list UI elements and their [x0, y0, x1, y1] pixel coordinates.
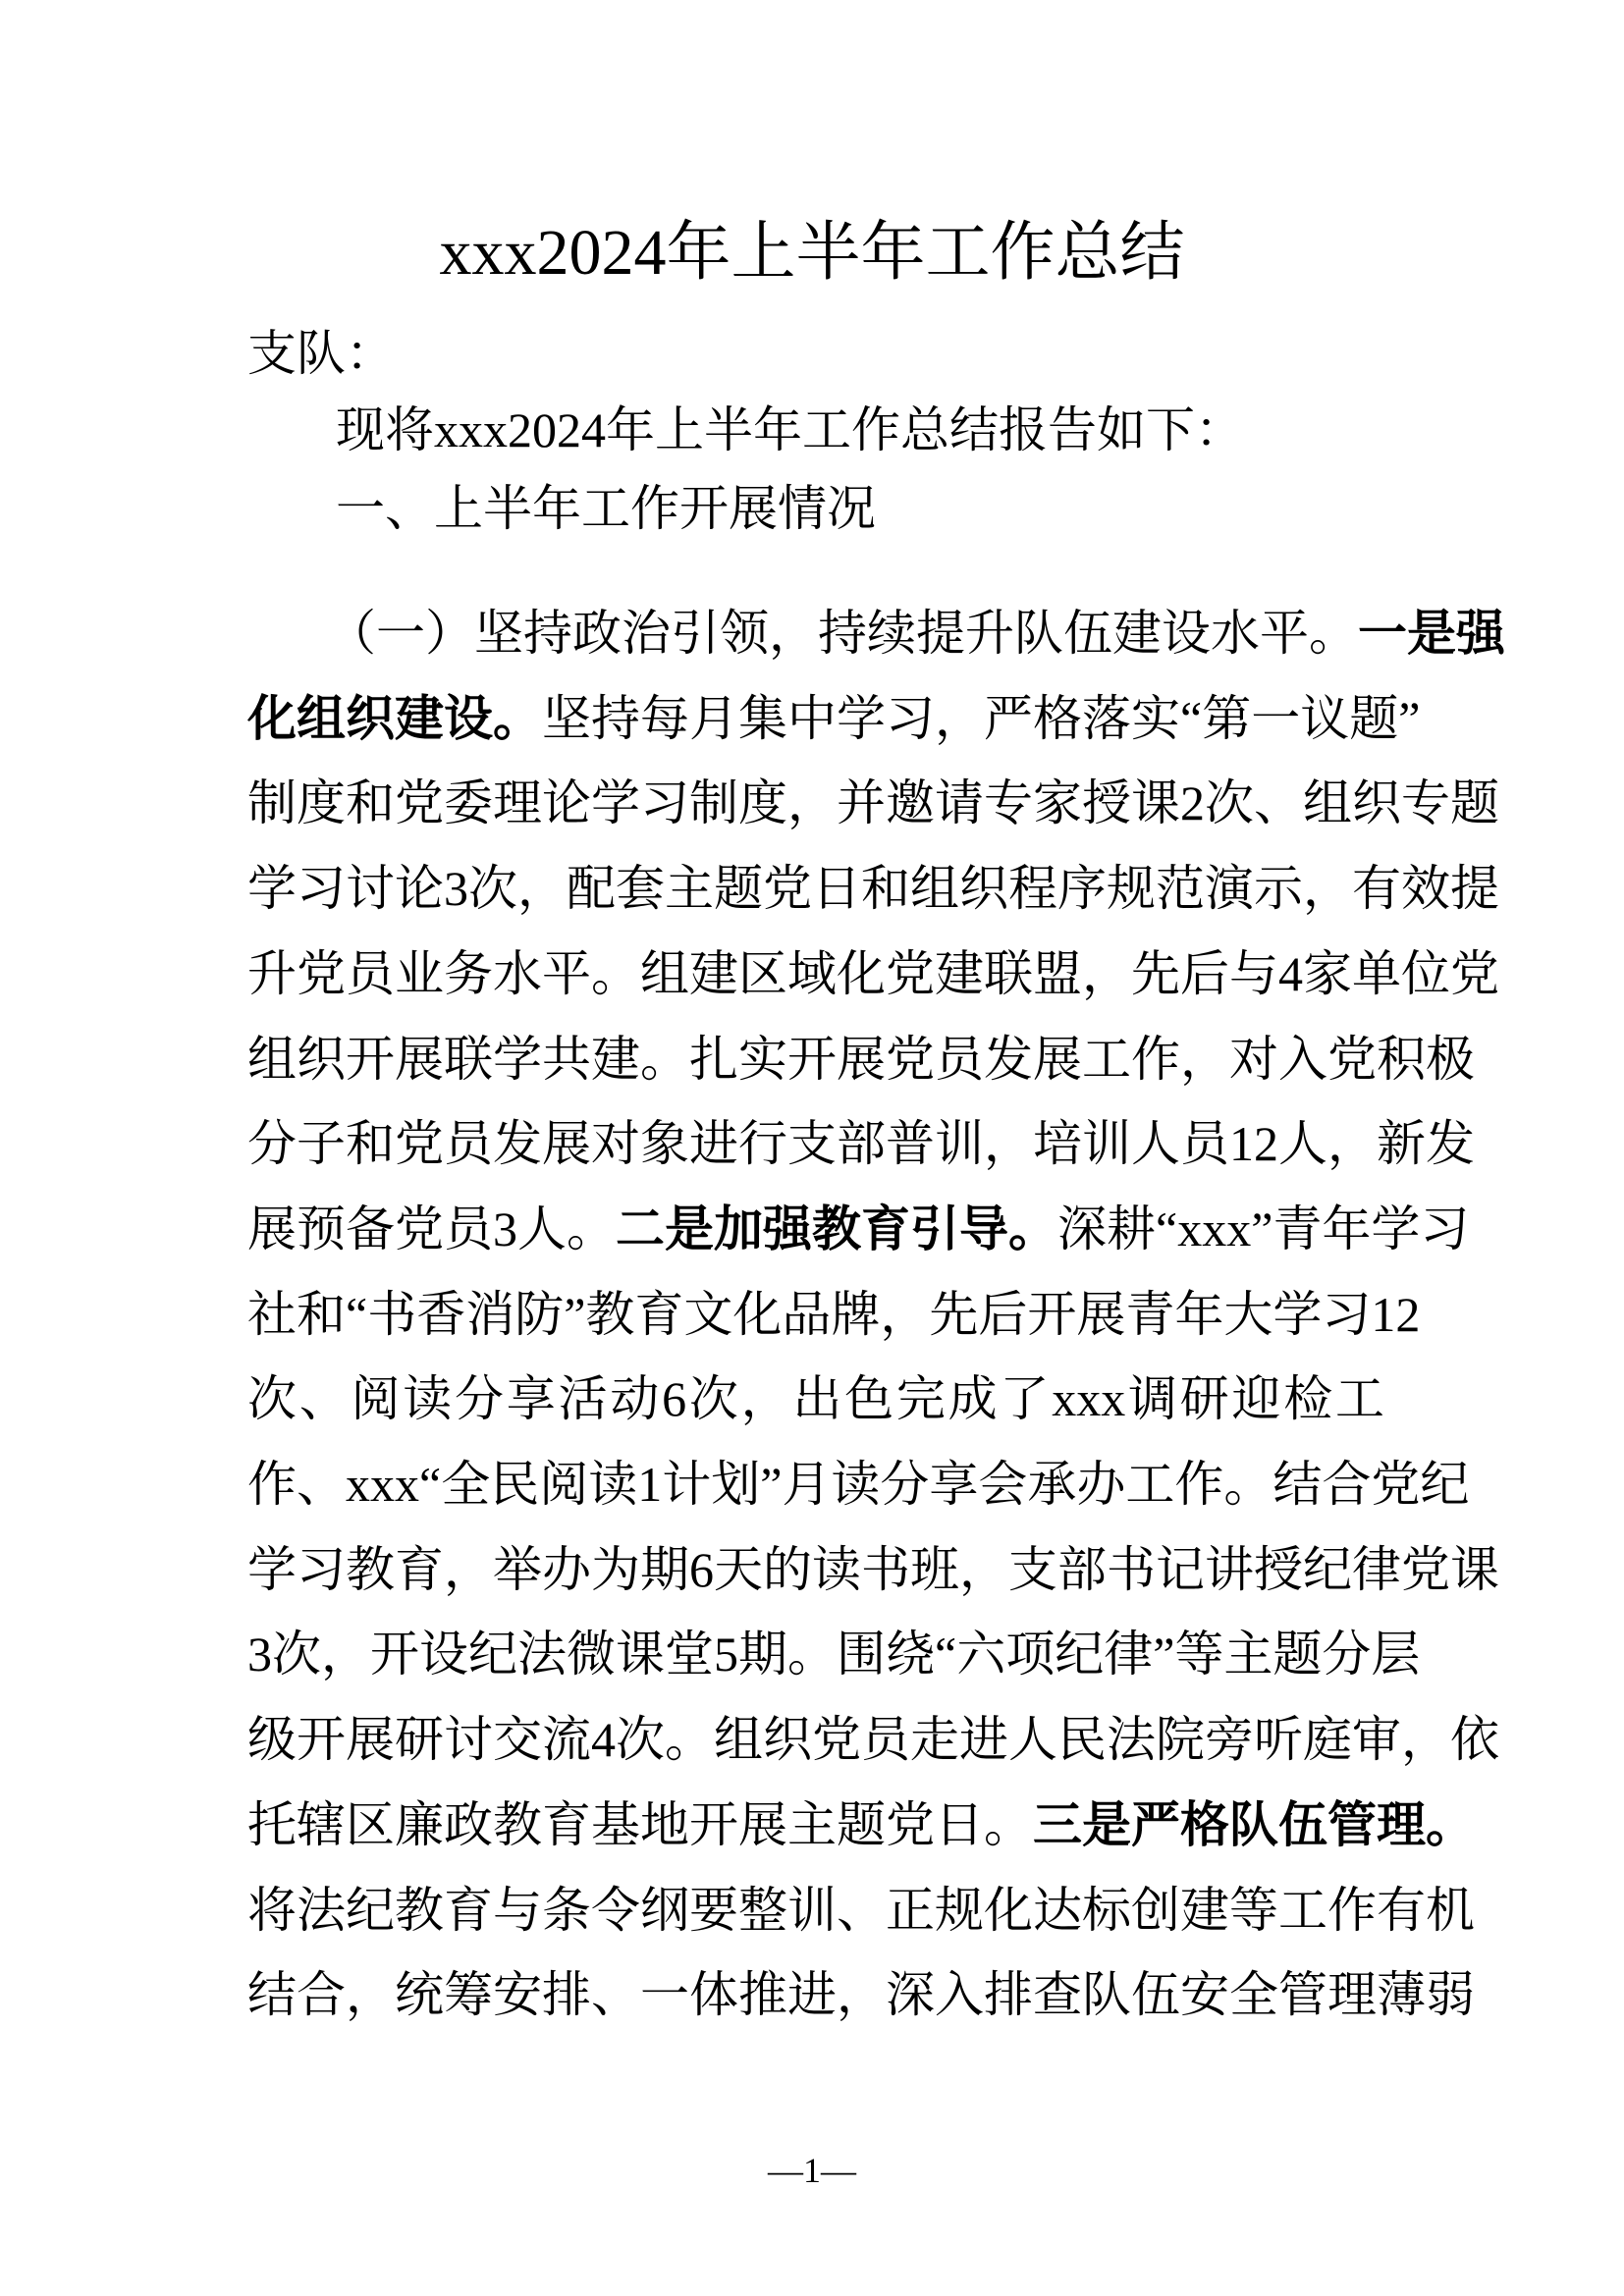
bold-keyphrase: 一是强	[1358, 605, 1505, 662]
salutation: 支队：	[247, 326, 395, 381]
text-segment: 3次，开设纪法微课堂5期。围绕“六项纪律”等主题分层	[247, 1627, 1421, 1682]
paragraph-line	[247, 1455, 1470, 1514]
text-segment: 制度和党委理论学习制度，并邀请专家授课2次、组织专题	[247, 775, 1499, 831]
intro-line: 现将xxx2024年上半年工作总结报告如下：	[336, 402, 1244, 457]
paragraph-line	[247, 1710, 1499, 1769]
text-segment: 级开展研讨交流4次。组织党员走进人民法院旁听庭审，依	[247, 1712, 1499, 1768]
paragraph-line	[327, 604, 1505, 663]
bold-keyphrase: 二是加强教育引导。	[616, 1200, 1057, 1257]
paragraph-line	[247, 1965, 1475, 2024]
text-segment: 托辖区廉政教育基地开展主题党日。	[247, 1796, 1033, 1852]
text-segment: 组织开展联学共建。扎实开展党员发展工作，对入党积极	[247, 1031, 1475, 1087]
text-segment: 学习讨论3次，配套主题党日和组织程序规范演示，有效提	[247, 861, 1499, 917]
text-segment: 升党员业务水平。组建区域化党建联盟，先后与4家单位党	[247, 945, 1499, 1001]
paragraph-line	[247, 1200, 1470, 1258]
text-segment: 分子和党员发展对象进行支部普训，培训人员12人，新发	[247, 1116, 1475, 1172]
section-heading: 一、上半年工作开展情况	[336, 481, 876, 536]
paragraph-line	[247, 689, 1421, 748]
paragraph-line	[247, 1795, 1475, 1854]
text-segment: 深耕“xxx”青年学习	[1057, 1201, 1470, 1256]
text-segment: 结合，统筹安排、一体推进，深入排查队伍安全管理薄弱	[247, 1967, 1475, 2023]
paragraph-line	[247, 1114, 1475, 1173]
text-segment: 学习教育，举办为期6天的读书班，支部书记讲授纪律党课	[247, 1541, 1499, 1597]
paragraph-line	[247, 1625, 1421, 1683]
paragraph-line	[247, 1030, 1475, 1089]
bold-keyphrase: 三是严格队伍管理。	[1033, 1795, 1475, 1853]
text-segment: 社和“书香消防”教育文化品牌，先后开展青年大学习12	[247, 1286, 1421, 1342]
page-number: —1—	[768, 2151, 856, 2190]
text-segment: 次、阅读分享活动6次，出色完成了xxx调研迎检工	[247, 1371, 1384, 1427]
document-title: xxx2024年上半年工作总结	[439, 217, 1185, 289]
text-segment: 坚持每月集中学习，严格落实“第一议题”	[542, 690, 1421, 746]
text-segment: 将法纪教育与条令纲要整训、正规化达标创建等工作有机	[247, 1882, 1475, 1938]
paragraph-line	[247, 859, 1499, 918]
paragraph-line	[247, 1285, 1421, 1344]
bold-keyphrase: 化组织建设。	[247, 689, 542, 747]
text-segment: 展预备党员3人。	[247, 1201, 616, 1256]
paragraph-line	[247, 1540, 1499, 1599]
paragraph-line	[247, 1881, 1475, 1940]
text-segment: （一）坚持政治引领，持续提升队伍建设水平。	[327, 606, 1358, 661]
paragraph-line	[247, 944, 1499, 1003]
paragraph-line	[247, 774, 1499, 832]
text-segment: 作、xxx“全民阅读1计划”月读分享会承办工作。结合党纪	[247, 1457, 1470, 1512]
paragraph-line	[247, 1369, 1384, 1428]
